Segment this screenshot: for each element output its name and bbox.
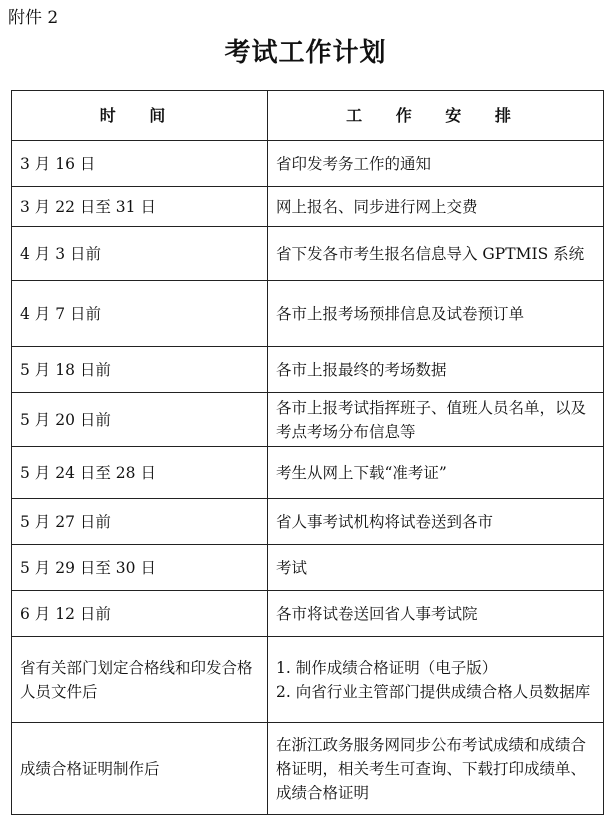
table-row: [12, 637, 604, 723]
row-task: [268, 723, 604, 815]
table-row: [12, 723, 604, 815]
row-time: 5 月 20 日前: [12, 393, 268, 447]
task-line: 各市上报考场预排信息及试卷预订单: [276, 304, 525, 323]
task-line: 省人事考试机构将试卷送到各市: [276, 512, 494, 531]
row-time: 成绩合格证明制作后: [12, 723, 268, 815]
table-row: [12, 499, 604, 545]
row-task: [268, 447, 604, 499]
table-row: [12, 591, 604, 637]
row-task: [268, 545, 604, 591]
task-line: 1. 制作成绩合格证明（电子版）: [276, 658, 498, 677]
table-header-row: [12, 91, 604, 141]
table-row: [12, 281, 604, 347]
task-line: 网上报名、同步进行网上交费: [276, 197, 478, 216]
row-time: 4 月 3 日前: [12, 227, 268, 281]
header-time: 时 间: [12, 91, 268, 141]
row-time: 省有关部门划定合格线和印发合格人员文件后: [12, 637, 268, 723]
task-line: 省印发考务工作的通知: [276, 154, 432, 173]
exam-schedule-table: [11, 90, 604, 815]
task-line: 省下发各市考生报名信息导入 GPTMIS 系统: [276, 244, 585, 263]
table-row: [12, 227, 604, 281]
row-task: [268, 499, 604, 545]
row-time: 5 月 18 日前: [12, 347, 268, 393]
row-time: 4 月 7 日前: [12, 281, 268, 347]
task-line: 考试: [276, 558, 308, 577]
row-time: 5 月 24 日至 28 日: [12, 447, 268, 499]
table-row: [12, 393, 604, 447]
row-task: [268, 591, 604, 637]
task-line: 各市将试卷送回省人事考试院: [276, 604, 478, 623]
task-line: 各市上报考试指挥班子、值班人员名单，以及考点考场分布信息等: [276, 398, 587, 441]
row-task: [268, 187, 604, 227]
page-title: 考试工作计划: [224, 38, 387, 68]
row-task: [268, 227, 604, 281]
table-row: [12, 141, 604, 187]
table-row: [12, 545, 604, 591]
attachment-label: 附件 2: [8, 8, 59, 28]
task-line: 在浙江政务服务网同步公布考试成绩和成绩合格证明，相关考生可查询、下载打印成绩单、成绩合格证明: [276, 735, 587, 802]
row-time: 5 月 27 日前: [12, 499, 268, 545]
table-row: [12, 187, 604, 227]
table-row: [12, 447, 604, 499]
row-task: [268, 637, 604, 723]
row-task: [268, 393, 604, 447]
row-time: 3 月 16 日: [12, 141, 268, 187]
task-line: 2. 向省行业主管部门提供成绩合格人员数据库: [276, 682, 591, 701]
task-line: 各市上报最终的考场数据: [276, 360, 447, 379]
task-line: 考生从网上下载“准考证”: [276, 463, 447, 482]
row-time: 6 月 12 日前: [12, 591, 268, 637]
row-task: [268, 347, 604, 393]
row-task: [268, 281, 604, 347]
row-time: 5 月 29 日至 30 日: [12, 545, 268, 591]
row-task: [268, 141, 604, 187]
table-row: [12, 347, 604, 393]
header-work-arrangement: 工 作 安 排: [268, 91, 604, 141]
row-time: 3 月 22 日至 31 日: [12, 187, 268, 227]
